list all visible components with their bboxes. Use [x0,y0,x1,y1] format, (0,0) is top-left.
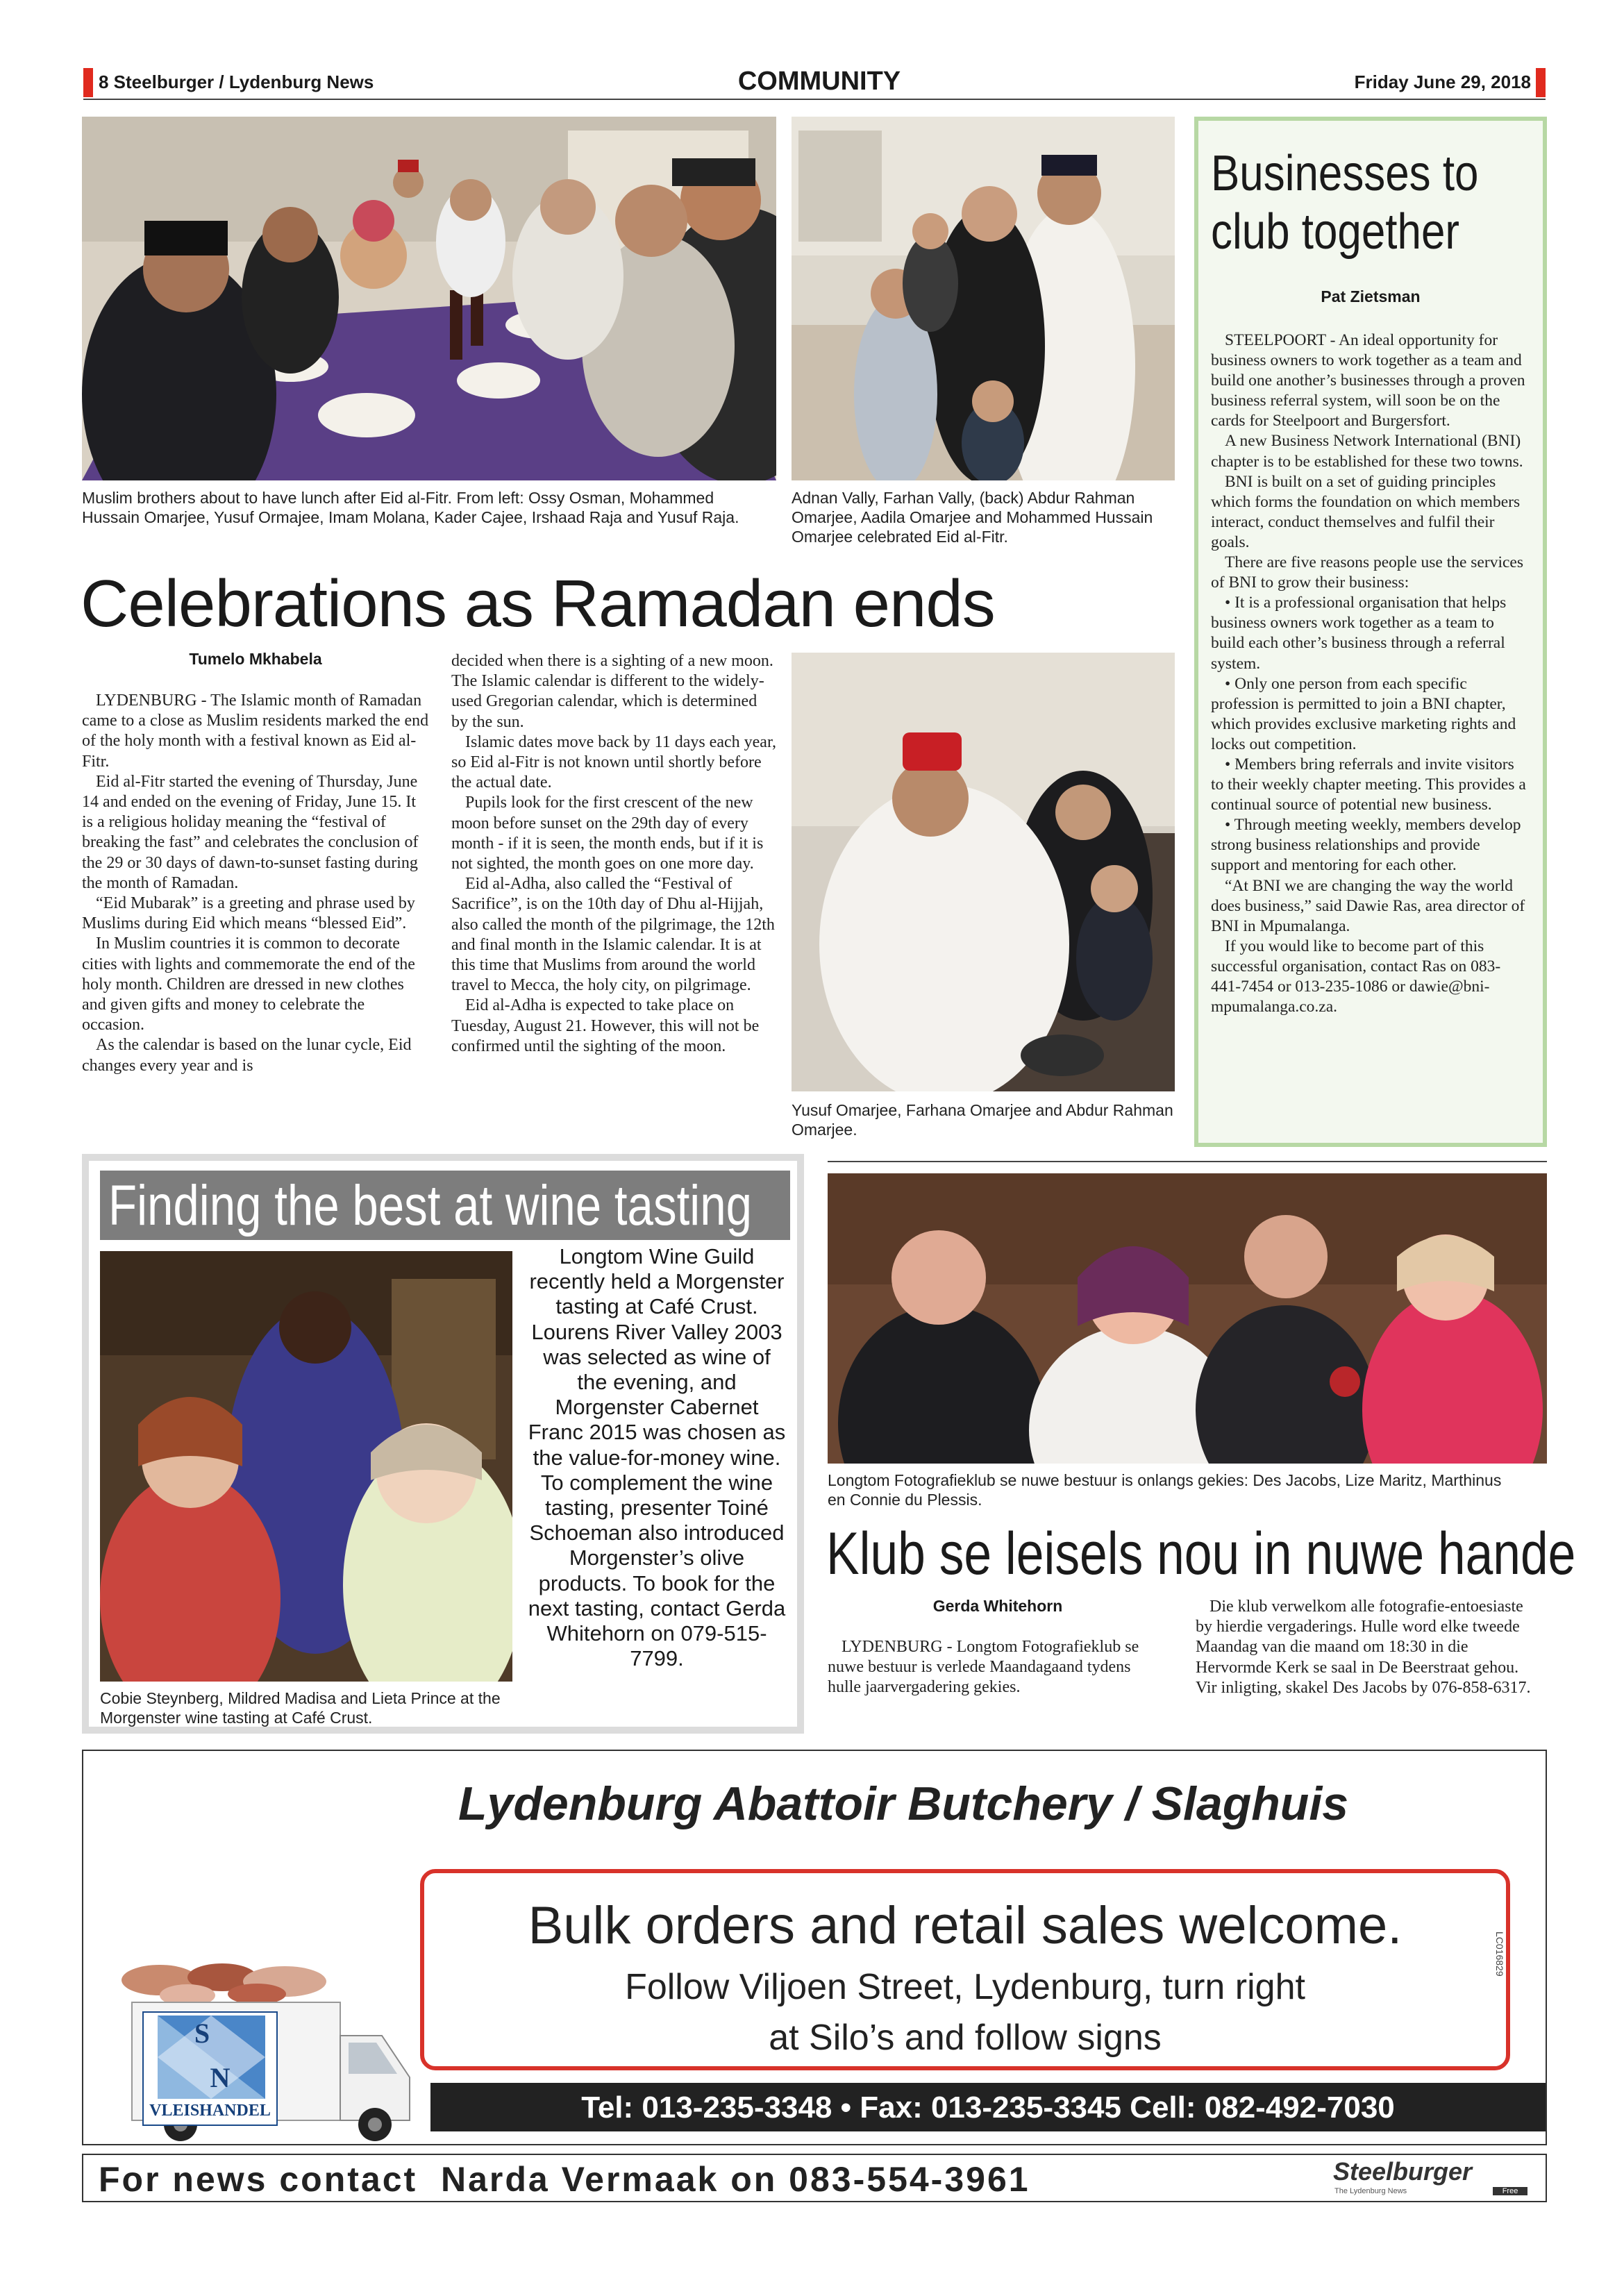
ramadan-para: Eid al-Fitr started the evening of Thursday, June 14 and ended on the evening of Friday, June 15. It is a religious holiday meaning the “festival of breaking the fast” and celebrates the conclusion of the 29 or 30 days of dawn-to-sunset fasting during the month of Ramadan. [82,772,419,892]
business-para: STEELPOORT - An ideal opportunity for business owners to work together as a team and build one another’s businesses through a proven business referral system, will soon be on the cards for Steelpoort and Burgersfort. [1211,331,1525,430]
klub-para: Die klub verwelkom alle fotografie-entoesiaste by hierdie vergaderings. Hulle word elke tweede Maandag van die maand om 18:30 in die Hervormde Kerk se saal in De Beerstraat gehou. Vir inligting, skakel Des Jacobs by 076-858-6317. [1196,1598,1531,1697]
business-headline [1211,144,1486,261]
ramadan-headline: Celebrations as Ramadan ends [81,567,995,641]
klub-byline: Gerda Whitehorn [932,1597,1063,1615]
ramadan-para: decided when there is a sighting of a new moon. The Islamic calendar is different to the widely-used Gregorian calendar, which is determined by the sun. [451,652,773,731]
klub-rule [828,1161,1547,1162]
header-page-label: 8 Steelburger / Lydenburg News [99,72,374,92]
ad-box-line3: at Silo’s and follow signs [769,2018,1162,2058]
photo-eid-family-caption: Adnan Vally, Farhan Vally, (back) Abdur Rahman Omarjee, Aadila Omarjee and Mohammed Hussain Omarjee celebrated Eid al-Fitr. [792,489,1153,546]
ad-logo-n: N [210,2062,231,2093]
header-left-marker [83,68,93,97]
ad-title: Lydenburg Abattoir Butchery / Slaghuis [458,1777,1349,1830]
ad-code: LC016829 [1494,1932,1505,1977]
photo-eid-lunch [82,117,776,480]
business-para: • It is a professional organisation that helps business owners work together as a team to build each other’s business through a referral system. [1211,594,1507,673]
ramadan-para: Pupils look for the first crescent of the new moon before sunset on the 29th day of every month - if it is seen, the month ends, but if it is not sighted, the month goes on one more day. [451,794,764,873]
header-date: Friday June 29, 2018 [1354,72,1531,92]
ad-logo-s: S [194,2018,210,2049]
ramadan-para: Eid al-Adha, also called the “Festival of Sacrifice”, is on the 10th day of Dhu al-Hijjah, also called the month of the pilgrimage, the 12th and final month in the Islamic calendar. It is at this time that Muslims from around the world travel to Mecca, the holy city, on pilgrimage. [451,875,775,995]
ramadan-para: “Eid Mubarak” is a greeting and phrase used by Muslims during Eid which means “blessed Eid”. [82,894,415,933]
ramadan-column-1 [82,691,429,1076]
footer-brand-logo [1333,2159,1538,2198]
business-body [1211,330,1530,1017]
ramadan-byline: Tumelo Mkhabela [189,650,322,668]
header-section-title: COMMUNITY [737,67,901,96]
header-right-marker [1536,68,1546,97]
klub-headline: Klub se leisels nou in nuwe hande [826,1520,1576,1587]
photo-omarjee-family-caption: Yusuf Omarjee, Farhana Omarjee and Abdur Rahman Omarjee. [792,1101,1173,1139]
wine-headline: Finding the best at wine tasting [108,1174,752,1237]
business-para: There are five reasons people use the services of BNI to grow their business: [1211,553,1523,592]
photo-eid-lunch-caption: Muslim brothers about to have lunch after Eid al-Fitr. From left: Ossy Osman, Mohammed Hussain Omarjee, Yusuf Ormajee, Imam Molana, Kader Cajee, Irshaad Raja and Yusuf Raja. [82,489,739,526]
ramadan-para: As the calendar is based on the lunar cycle, Eid changes every year and is [82,1036,412,1075]
photo-eid-family [792,117,1175,480]
photo-fotografieklub [828,1173,1547,1464]
ramadan-para: LYDENBURG - The Islamic month of Ramadan came to a close as Muslim residents marked the end of the holy month with a festival known as Eid al-Fitr. [82,692,429,771]
business-para: • Members bring referrals and invite visitors to their weekly chapter meeting. This provides a continual source of potential new business. [1211,755,1526,814]
photo-fotografieklub-caption: Longtom Fotografieklub se nuwe bestuur is onlangs gekies: Des Jacobs, Lize Maritz, Marthinus en Connie du Plessis. [828,1471,1502,1509]
footer-brand-tag: Free [1493,2187,1527,2195]
business-para: • Through meeting weekly, members develop strong business relationships and provide support and mentoring for each other. [1211,816,1521,875]
business-byline: Pat Zietsman [1321,287,1421,305]
business-para: “At BNI we are changing the way the world does business,” said Dawie Ras, area director of BNI in Mpumalanga. [1211,876,1525,935]
footer-brand: Steelburger [1333,2157,1473,2186]
header-rule [83,99,1546,100]
photo-wine-tasting-caption: Cobie Steynberg, Mildred Madisa and Lieta Prince at the Morgenster wine tasting at Café Crust. [100,1689,501,1727]
photo-omarjee-family [792,653,1175,1091]
ad-contact: Tel: 013-235-3348 • Fax: 013-235-3345 Cell: 082-492-7030 [581,2090,1395,2125]
ad-butchery [82,1750,1547,2145]
footer-news-contact: For news contact Narda Vermaak on 083-554-3961 [99,2160,1030,2199]
ad-contact-bar [430,2083,1546,2131]
klub-column-1 [828,1637,1168,1698]
footer-brand-sub: The Lydenburg News [1334,2187,1407,2195]
business-para: If you would like to become part of this successful organisation, contact Ras on 083-441-7454 or 013-235-1086 or dawie@bni-mpumalanga.co.za. [1211,937,1501,1016]
ad-red-box [420,1869,1510,2070]
photo-wine-tasting [100,1251,512,1682]
ramadan-para: Islamic dates move back by 11 days each year, so Eid al-Fitr is not known until shortly before the actual date. [451,732,776,792]
ramadan-para: In Muslim countries it is common to decorate cities with lights and commemorate the end of the holy month. Children are dressed in new clothes and given gifts and money to celebrate the occasion. [82,935,415,1034]
ramadan-column-2 [451,651,776,1057]
business-para: BNI is built on a set of guiding principles which forms the foundation on which members interact, conduct themselves and fulfil their goals. [1211,472,1521,551]
ad-box-line1: Bulk orders and retail sales welcome. [528,1896,1403,1955]
business-para: • Only one person from each specific profession is permitted to join a BNI chapter, which provides exclusive marketing rights and locks out competition. [1211,674,1516,753]
klub-para: LYDENBURG - Longtom Fotografieklub se nuwe bestuur is verlede Maandagaand tydens hulle jaarvergadering gekies. [828,1638,1139,1697]
business-headline-line: club together [1211,204,1460,260]
klub-column-2 [1196,1597,1536,1698]
ramadan-para: Eid al-Adha is expected to take place on Tuesday, August 21. However, this will not be confirmed until the sighting of the moon. [451,996,760,1055]
business-para: A new Business Network International (BNI) chapter is to be established for these two towns. [1211,432,1523,471]
wine-banner [100,1171,790,1240]
ad-box-line2: Follow Viljoen Street, Lydenburg, turn right [625,1967,1305,2007]
business-box [1194,117,1547,1147]
ad-logo [142,2011,278,2126]
footer-bar [82,2154,1547,2202]
wine-box [82,1154,804,1734]
business-headline-line: Businesses to [1211,146,1479,201]
ad-logo-text: VLEISHANDEL [149,2102,271,2120]
wine-text: Longtom Wine Guild recently held a Morgenster tasting at Café Crust. Lourens River Valley 2003 was selected as wine of the evening, and Morgenster Cabernet Franc 2015 was chosen as the value-for-money wine. To complement the wine tasting, presenter Toiné Schoeman also introduced Morgenster’s olive products. To book for the next tasting, contact Gerda Whitehorn on 079-515-7799. [528,1244,786,1671]
